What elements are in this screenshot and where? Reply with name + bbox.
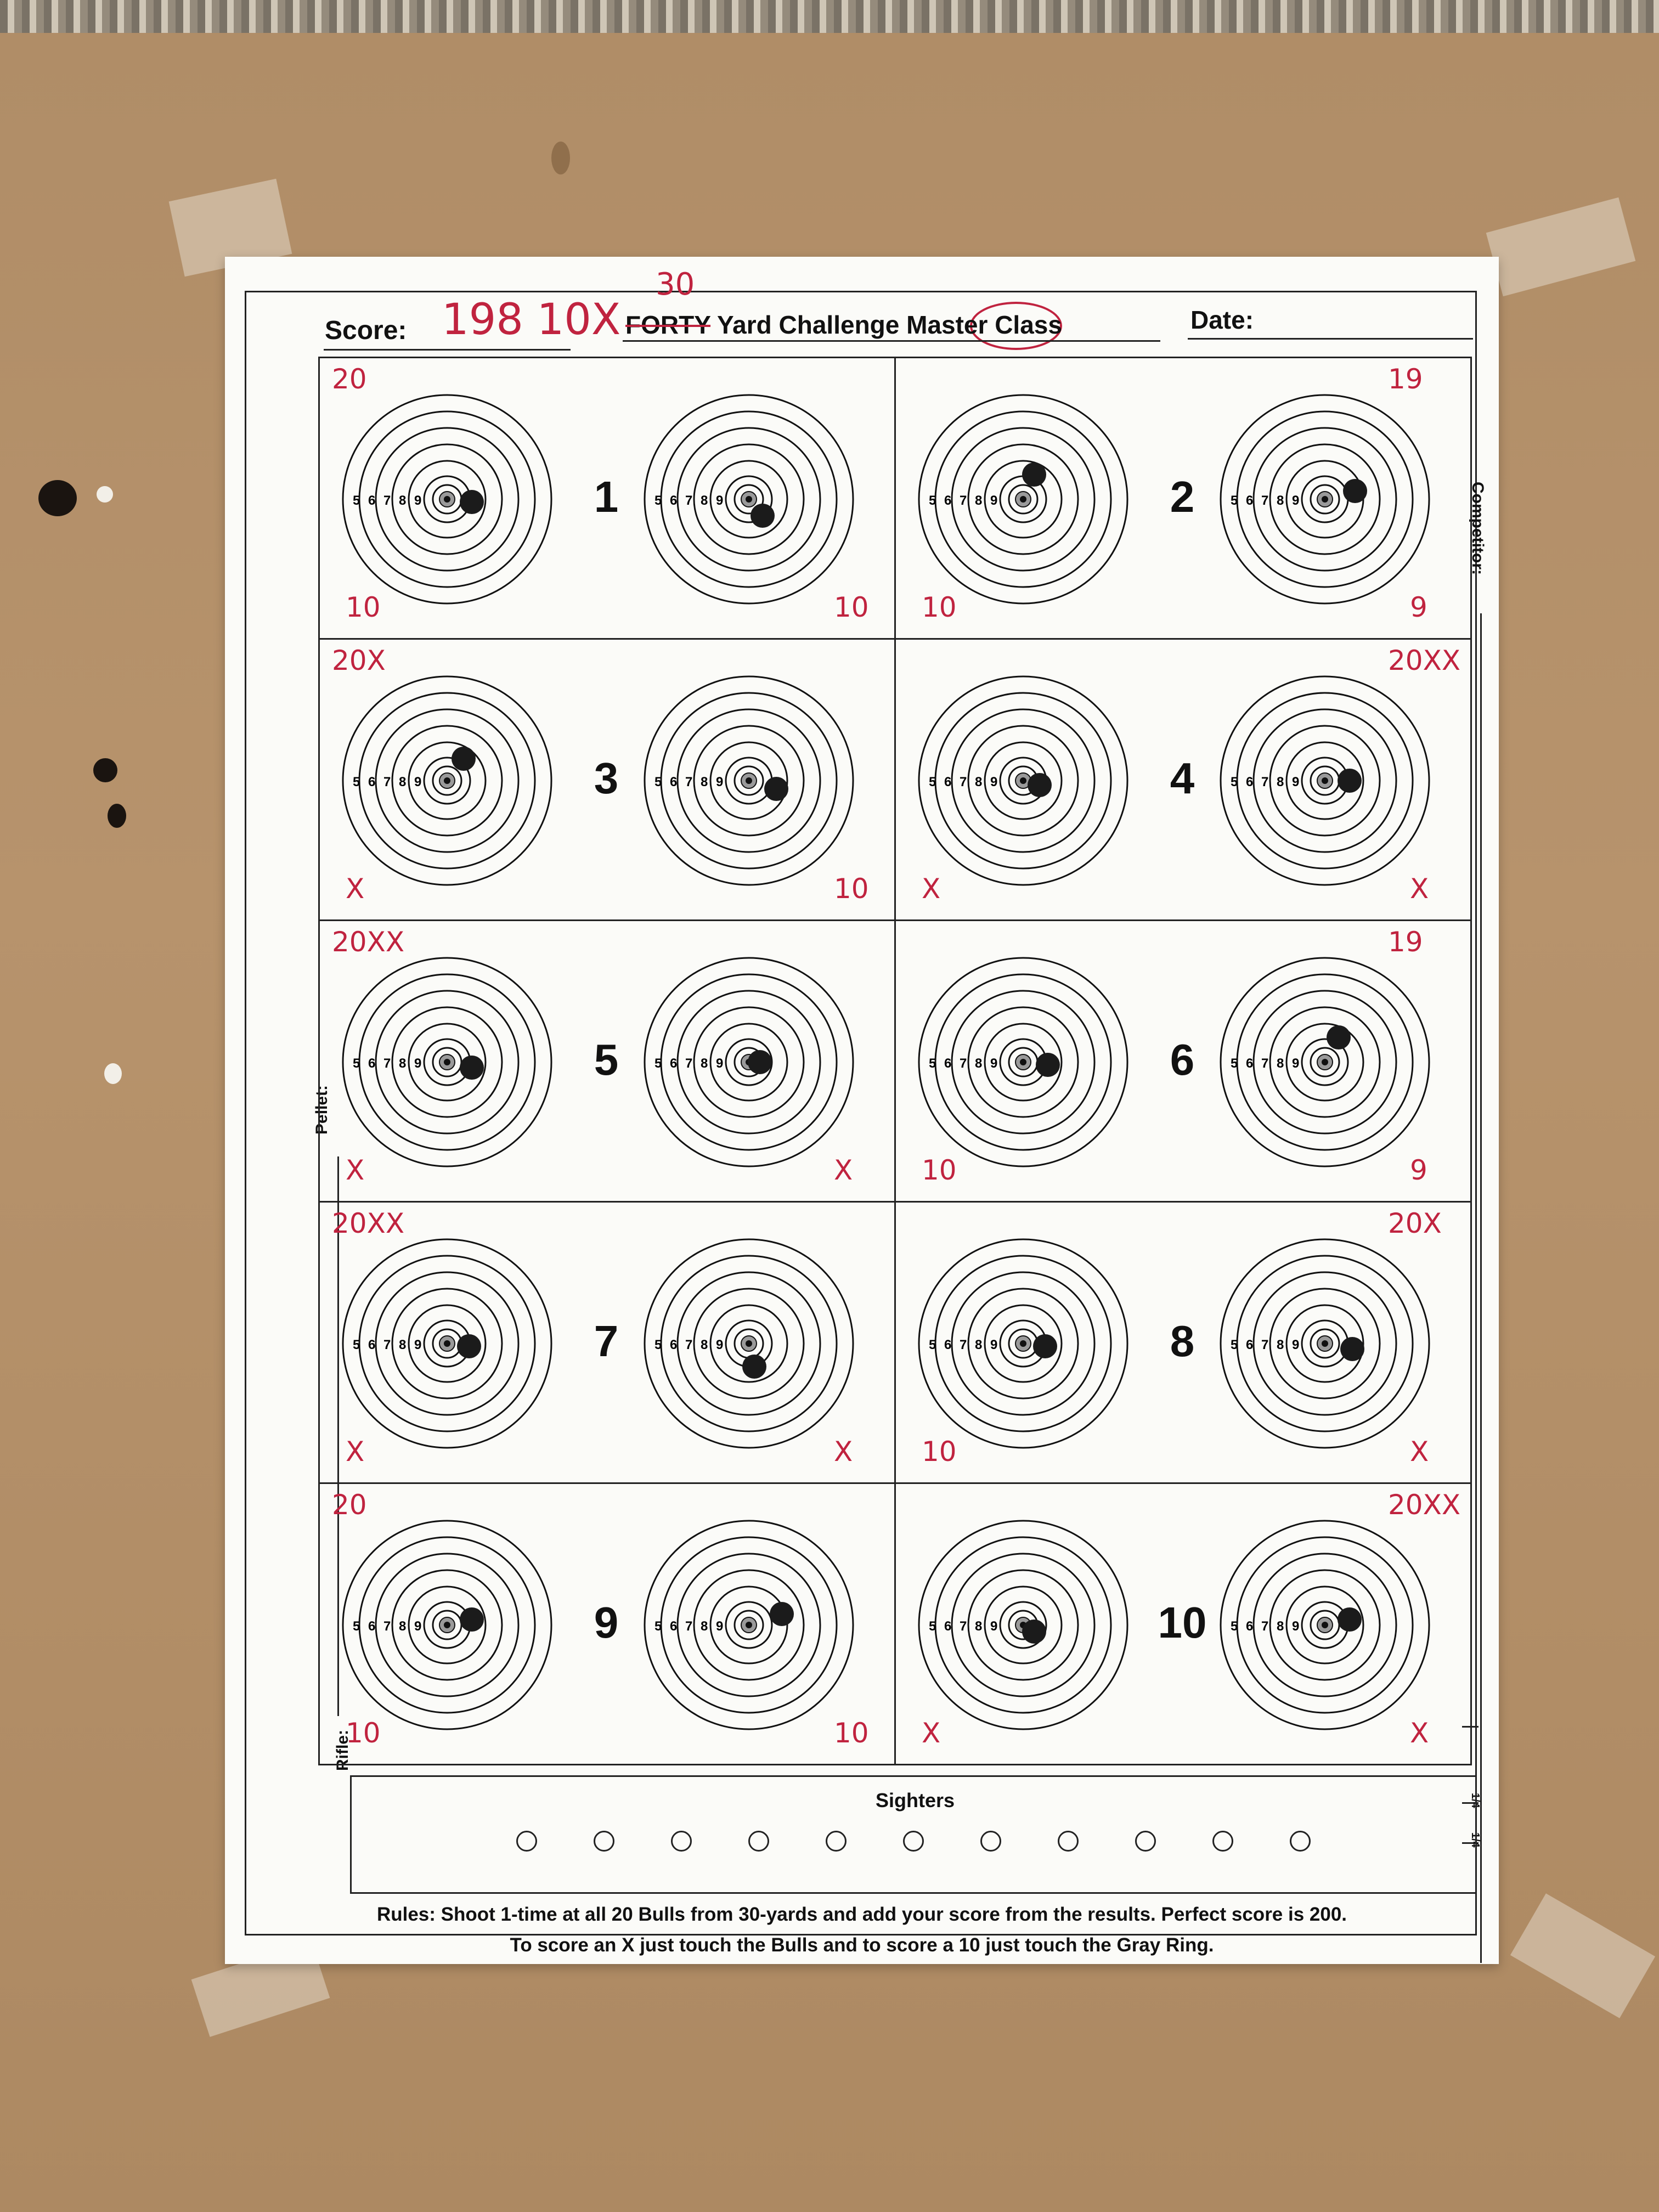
left-target-score: 10 (346, 591, 381, 623)
right-target-score: X (1410, 873, 1429, 905)
pellet-label: Pellet: (313, 1085, 331, 1135)
pellet-hole (457, 1334, 481, 1358)
pellet-hole (1033, 1334, 1057, 1358)
cardboard-hole (97, 486, 113, 503)
sighter-bull (1290, 1831, 1311, 1852)
ring-number: 5 (353, 775, 360, 789)
ring-number: 9 (414, 775, 422, 789)
sighter-bull (1058, 1831, 1079, 1852)
ring-number: 9 (1292, 1338, 1300, 1352)
cardboard-hole (104, 1063, 122, 1084)
ring-number: 5 (929, 775, 936, 789)
bull-target (639, 952, 859, 1172)
ring-number: 9 (990, 1338, 998, 1352)
pellet-hole (742, 1355, 766, 1379)
ring-number: 8 (701, 493, 708, 508)
sighter-bull (903, 1831, 924, 1852)
ring-number: 5 (929, 1056, 936, 1071)
edge-tick-label: 1/4 (1469, 1793, 1481, 1808)
ring-number: 8 (701, 775, 708, 789)
ring-number: 6 (944, 775, 952, 789)
ring-number: 5 (353, 1056, 360, 1071)
pellet-hole (460, 1056, 484, 1080)
ring-number: 6 (1246, 493, 1254, 508)
pellet-hole (1022, 462, 1046, 487)
title-correction: 30 (656, 267, 695, 302)
ring-number: 7 (383, 775, 391, 789)
right-target-score: X (834, 1436, 853, 1468)
ring-number: 5 (353, 493, 360, 508)
left-target-score: 10 (346, 1717, 381, 1749)
pair-total-score: 19 (1388, 926, 1423, 958)
bull-target (639, 1234, 859, 1453)
pair-number: 1 (594, 472, 619, 521)
ring-number: 6 (670, 775, 678, 789)
ring-number: 5 (1231, 1338, 1238, 1352)
bull-target (913, 1515, 1133, 1735)
right-target-score: 10 (834, 873, 869, 905)
ring-number: 7 (1261, 1056, 1269, 1071)
pair-total-score: 20XX (1388, 1489, 1461, 1521)
ring-number: 7 (1261, 493, 1269, 508)
cardboard-mark (551, 142, 570, 174)
bull-target (913, 1234, 1133, 1453)
ring-number: 7 (960, 775, 967, 789)
sheet-title (625, 310, 1062, 340)
ring-number: 9 (414, 1619, 422, 1634)
ring-number: 9 (716, 493, 724, 508)
ring-number: 8 (975, 775, 983, 789)
ring-number: 8 (701, 1619, 708, 1634)
ring-number: 6 (944, 1619, 952, 1634)
ring-number: 8 (399, 1619, 407, 1634)
title-part: Yard Challenge (710, 311, 907, 339)
left-target-score: X (922, 873, 941, 905)
sighter-bull (748, 1831, 769, 1852)
ring-number: 7 (960, 1056, 967, 1071)
bull-target (639, 390, 859, 609)
ring-number: 9 (990, 1056, 998, 1071)
ring-number: 6 (670, 493, 678, 508)
left-target-score: X (346, 873, 365, 905)
ring-number: 8 (399, 493, 407, 508)
pair-total-score: 20X (1388, 1207, 1442, 1239)
ring-number: 9 (716, 775, 724, 789)
ring-number: 9 (716, 1056, 724, 1071)
ring-number: 8 (399, 1338, 407, 1352)
bull-target (337, 1515, 557, 1735)
pair-number: 10 (1158, 1598, 1207, 1647)
pair-number: 6 (1170, 1035, 1195, 1084)
bull-target (913, 390, 1133, 609)
right-target-score: 9 (1410, 1154, 1427, 1186)
ring-number: 9 (1292, 775, 1300, 789)
competitor-label: Competitor: (1469, 482, 1487, 575)
pellet-hole (1036, 1053, 1060, 1077)
ring-number: 8 (399, 775, 407, 789)
ring-number: 7 (960, 1338, 967, 1352)
sighter-bull (1135, 1831, 1156, 1852)
rules-line-2: To score an X just touch the Bulls and to score a 10 just touch the Gray Ring. (510, 1934, 1214, 1956)
pair-number: 3 (594, 754, 619, 803)
ring-number: 7 (960, 493, 967, 508)
ring-number: 5 (1231, 1619, 1238, 1634)
pair-number: 4 (1170, 754, 1195, 803)
ring-number: 9 (1292, 493, 1300, 508)
bull-target (337, 952, 557, 1172)
left-target-score: X (346, 1154, 365, 1186)
ring-number: 5 (654, 1338, 662, 1352)
pellet-hole (748, 1050, 772, 1074)
ring-number: 8 (975, 1056, 983, 1071)
pellet-hole (1327, 1025, 1351, 1049)
ring-number: 8 (399, 1056, 407, 1071)
ring-number: 7 (960, 1619, 967, 1634)
ring-number: 7 (685, 1056, 693, 1071)
ring-number: 7 (383, 1338, 391, 1352)
ring-number: 6 (670, 1619, 678, 1634)
ring-number: 8 (1277, 493, 1284, 508)
ring-number: 6 (1246, 1338, 1254, 1352)
edge-tick-label: 1/4 (1469, 1832, 1481, 1848)
right-target-score: X (1410, 1436, 1429, 1468)
pair-number: 2 (1170, 472, 1195, 521)
right-target-score: 10 (834, 591, 869, 623)
ring-number: 9 (716, 1619, 724, 1634)
ring-number: 6 (670, 1056, 678, 1071)
pellet-hole (1022, 1620, 1046, 1644)
ring-number: 8 (975, 1619, 983, 1634)
ring-number: 5 (654, 1619, 662, 1634)
ring-number: 9 (414, 493, 422, 508)
ring-number: 5 (654, 493, 662, 508)
sighter-bull (671, 1831, 692, 1852)
pair-total-score: 20 (332, 363, 367, 395)
left-target-score: 10 (922, 591, 957, 623)
ring-number: 8 (1277, 1056, 1284, 1071)
bull-target (913, 671, 1133, 890)
date-underline (1188, 338, 1473, 340)
ring-number: 7 (1261, 775, 1269, 789)
pellet-hole (751, 504, 775, 528)
ring-number: 5 (353, 1338, 360, 1352)
ring-number: 5 (929, 1338, 936, 1352)
ring-number: 6 (368, 493, 376, 508)
bull-target (1215, 390, 1435, 609)
ring-number: 5 (1231, 1056, 1238, 1071)
ring-number: 8 (701, 1338, 708, 1352)
bull-target (639, 1515, 859, 1735)
bull-target (913, 952, 1133, 1172)
ring-number: 6 (368, 775, 376, 789)
sighter-bull (1212, 1831, 1233, 1852)
ring-number: 8 (975, 493, 983, 508)
bull-target (639, 671, 859, 890)
title-underline (623, 340, 1160, 342)
pair-total-score: 20XX (332, 1207, 405, 1239)
date-label: Date: (1190, 306, 1254, 334)
ring-number: 5 (929, 1619, 936, 1634)
pellet-hole (770, 1602, 794, 1626)
title-circled-word: Master (906, 311, 988, 339)
ring-number: 7 (685, 1619, 693, 1634)
sighters-label: Sighters (875, 1789, 955, 1812)
pellet-hole (1343, 479, 1367, 503)
ring-number: 6 (1246, 1619, 1254, 1634)
bull-target (1215, 952, 1435, 1172)
target-sheet (225, 257, 1499, 1964)
pellet-hole (460, 1607, 484, 1632)
bull-target (1215, 1515, 1435, 1735)
pair-total-score: 19 (1388, 363, 1423, 395)
ring-number: 9 (990, 493, 998, 508)
ring-number: 9 (414, 1056, 422, 1071)
pellet-hole (1338, 1607, 1362, 1632)
cardboard-hole (38, 480, 77, 516)
left-target-score: 10 (922, 1154, 957, 1186)
ring-number: 8 (975, 1338, 983, 1352)
ring-number: 7 (685, 775, 693, 789)
ring-number: 6 (944, 1056, 952, 1071)
cardboard-hole (108, 804, 126, 828)
ring-number: 9 (990, 775, 998, 789)
bull-target (1215, 671, 1435, 890)
ring-number: 7 (383, 1619, 391, 1634)
sighter-bull (516, 1831, 537, 1852)
pellet-hole (1028, 773, 1052, 797)
left-target-score: 10 (922, 1436, 957, 1468)
pair-number: 5 (594, 1035, 619, 1084)
pair-total-score: 20X (332, 645, 386, 676)
ring-number: 9 (414, 1338, 422, 1352)
ring-number: 5 (1231, 493, 1238, 508)
ring-number: 7 (383, 1056, 391, 1071)
ring-number: 9 (1292, 1056, 1300, 1071)
ring-number: 6 (944, 1338, 952, 1352)
competitor-line (1480, 613, 1482, 1963)
right-target-score: X (834, 1154, 853, 1186)
ring-number: 7 (1261, 1338, 1269, 1352)
ring-number: 6 (368, 1056, 376, 1071)
title-struck-word: FORTY (625, 311, 711, 339)
title-part: Class (988, 311, 1062, 339)
cardboard-hole (93, 758, 117, 782)
ring-number: 8 (701, 1056, 708, 1071)
sighter-bull (826, 1831, 847, 1852)
ring-number: 8 (1277, 775, 1284, 789)
score-handwritten: 198 10X (442, 295, 621, 345)
ring-number: 7 (383, 493, 391, 508)
sighters-box (350, 1775, 1477, 1894)
pellet-hole (1340, 1337, 1364, 1361)
ring-number: 6 (368, 1338, 376, 1352)
ring-number: 9 (716, 1338, 724, 1352)
right-target-score: 9 (1410, 591, 1427, 623)
ring-number: 8 (1277, 1619, 1284, 1634)
ring-number: 7 (1261, 1619, 1269, 1634)
sighter-bull (980, 1831, 1001, 1852)
ring-number: 6 (1246, 1056, 1254, 1071)
left-target-score: X (346, 1436, 365, 1468)
ring-number: 7 (685, 1338, 693, 1352)
ring-number: 5 (929, 493, 936, 508)
ring-number: 6 (368, 1619, 376, 1634)
pellet-hole (764, 777, 788, 801)
pellet-hole (460, 490, 484, 514)
score-label: Score: (325, 316, 407, 345)
ring-number: 9 (990, 1619, 998, 1634)
right-target-score: X (1410, 1717, 1429, 1749)
sighter-bull (594, 1831, 614, 1852)
ring-number: 5 (353, 1619, 360, 1634)
pellet-hole (1338, 769, 1362, 793)
rules-line-1: Rules: Shoot 1-time at all 20 Bulls from 30-yards and add your score from the results. Perfect score is 200. (376, 1904, 1347, 1925)
ring-number: 9 (1292, 1619, 1300, 1634)
ring-number: 5 (654, 775, 662, 789)
right-target-score: 10 (834, 1717, 869, 1749)
pellet-hole (452, 747, 476, 771)
ring-number: 5 (654, 1056, 662, 1071)
bull-target (337, 671, 557, 890)
ring-number: 6 (1246, 775, 1254, 789)
target-grid (318, 357, 1470, 1764)
ring-number: 6 (670, 1338, 678, 1352)
pair-total-score: 20 (332, 1489, 367, 1521)
ring-number: 5 (1231, 775, 1238, 789)
rifle-label: Rifle: (334, 1730, 352, 1771)
pair-number: 9 (594, 1598, 619, 1647)
pair-total-score: 20XX (1388, 645, 1461, 676)
carpet-strip (0, 0, 1659, 33)
bull-target (337, 390, 557, 609)
pair-number: 8 (1170, 1317, 1195, 1365)
pair-number: 7 (594, 1317, 619, 1365)
ring-number: 7 (685, 493, 693, 508)
ring-number: 8 (1277, 1338, 1284, 1352)
bull-target (1215, 1234, 1435, 1453)
pair-total-score: 20XX (332, 926, 405, 958)
score-underline (324, 349, 571, 351)
bull-target (337, 1234, 557, 1453)
ring-number: 6 (944, 493, 952, 508)
left-target-score: X (922, 1717, 941, 1749)
